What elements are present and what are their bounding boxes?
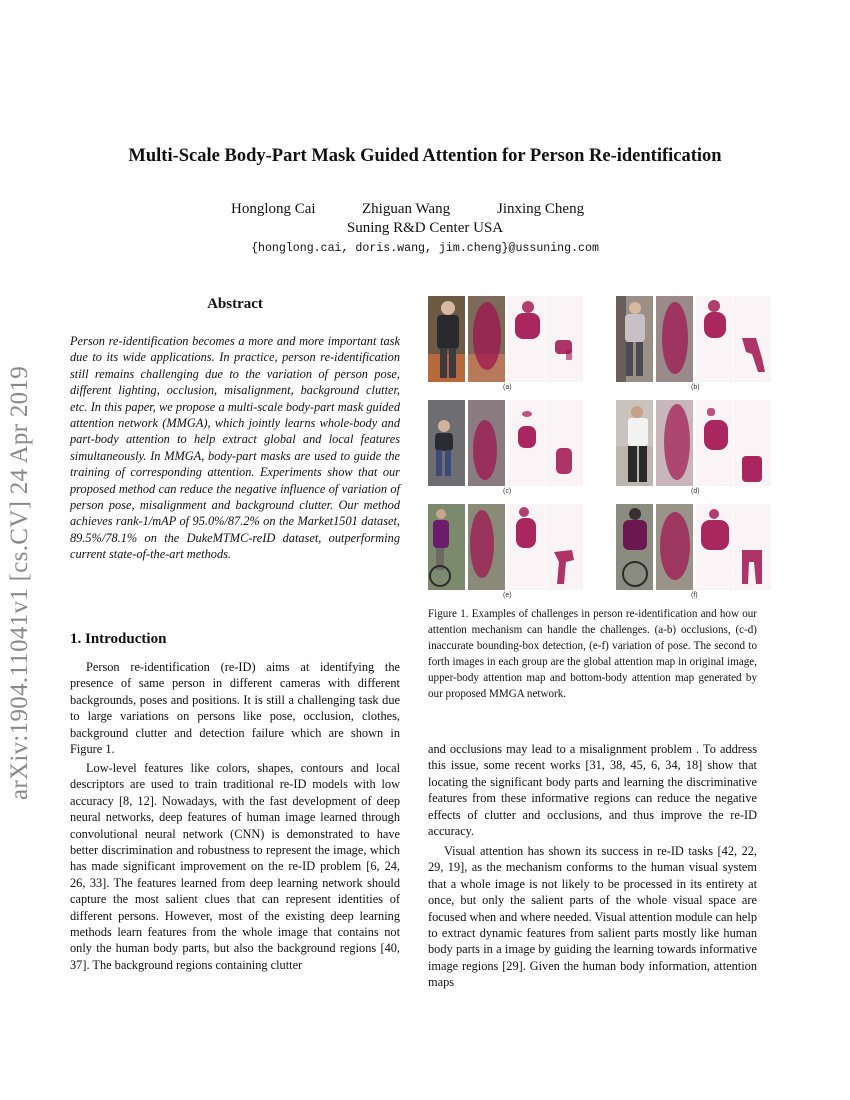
global-attention-map	[656, 400, 693, 486]
person-photo	[616, 296, 653, 382]
abstract-text: Person re-identification becomes a more and more important task due to its wide applications. In practice, person re-identification still remains challenging due to the variation of person pose, different lighting, occlusion, misalignment, background clutter, etc. In this paper, we propose a multi-scale body-part mask guided attention network (MMGA), which jointly learns whole-body and part-body attention to help extract global and local features simultaneously. In MMGA, body-part masks are used to guide the training of corresponding attention. Experiments show that our proposed method can reduce the negative influence of variation of person pose, misalignment and background clutter. Our method achieves rank-1/mAP of 95.0%/87.2% on the Market1501 dataset, 89.5%/78.1% on the DukeMTMC-reID dataset, outperforming current state-of-the-art methods.	[70, 334, 400, 562]
bottom-body-attention-map	[734, 296, 771, 382]
panel-label: (b)	[691, 384, 700, 391]
person-photo	[428, 504, 465, 590]
bottom-body-attention-map	[546, 296, 583, 382]
bottom-body-attention-map	[546, 504, 583, 590]
intro-paragraph: Low-level features like colors, shapes, contours and local descriptors are used to train traditional re-ID models with low accuracy [8, 12]. Nowadays, with the fast development of deep neural networks, deep features of human image learned through convolutional neural network (CNN) is demonstrated to have better discrimination and robustness to represent the image, which has made significant improvement on the re-ID problem [6, 24, 26, 33]. The features learned from deep learning network should capture the most salient clues that can represent identities of different persons. However, most of the existing deep learning methods learn features from the whole image that contains not only the human body parts, but also the background regions [40, 37]. The background regions containing clutter	[70, 761, 400, 972]
panel-label: (f)	[691, 592, 698, 599]
figure-panel-d	[616, 400, 771, 500]
global-attention-map	[468, 296, 505, 382]
figure-panel-a	[428, 296, 583, 396]
arxiv-side-stamp: arXiv:1904.11041v1 [cs.CV] 24 Apr 2019	[6, 365, 33, 800]
upper-body-attention-map	[508, 400, 545, 486]
panel-label: (e)	[503, 592, 512, 599]
panel-label: (a)	[503, 384, 512, 391]
figure-panel-c	[428, 400, 583, 500]
figure-1	[428, 296, 773, 599]
bottom-body-attention-map	[546, 400, 583, 486]
bottom-body-attention-map	[734, 504, 771, 590]
panel-label: (d)	[691, 488, 700, 495]
abstract-heading: Abstract	[207, 296, 263, 312]
affiliation: Suning R&D Center USA	[346, 220, 504, 236]
intro-paragraph: Visual attention has shown its success in re-ID tasks [42, 22, 29, 19], as the mechanism conforms to the human visual system that a whole image is not likely to be processed in its entirety at once, but only the salient parts of the whole visual space are focused when and where needed. Visual attention module can help to extract dynamic features from salient parts mostly like human body parts in a image by guiding the learning towards informative image regions [29]. Given the human body information, attention maps	[428, 844, 757, 990]
upper-body-attention-map	[696, 296, 733, 382]
author-name: Jinxing Cheng	[497, 201, 585, 217]
intro-paragraph: and occlusions may lead to a misalignment problem . To address this issue, some recent works [31, 38, 45, 6, 34, 18] show that locating the significant body parts and learning the discriminative features from these informative regions can reduce the negative effects of clutter and occlusions, and thus improve the re-ID accuracy.	[428, 742, 757, 839]
figure-panel-f	[616, 504, 771, 604]
figure-panel-b	[616, 296, 771, 396]
person-photo	[616, 504, 653, 590]
bottom-body-attention-map	[734, 400, 771, 486]
author-name: Honglong Cai	[231, 201, 316, 217]
upper-body-attention-map	[508, 504, 545, 590]
person-photo	[428, 400, 465, 486]
intro-paragraph: Person re-identification (re-ID) aims at identifying the presence of same person in different cameras with different backgrounds, poses and positions. It is still a challenging task due to large variations on persons like pose, occlusion, clothes, background clutter and detection failure which are shown in Figure 1.	[70, 660, 400, 757]
person-photo	[616, 400, 653, 486]
author-name: Zhiguan Wang	[362, 201, 451, 217]
global-attention-map	[656, 504, 693, 590]
figure-1-caption: Figure 1. Examples of challenges in person re-identification and how our attention mechanism can handle the challenges. (a-b) occlusions, (c-d) inaccurate bounding-box detection, (e-f) variation of pose. The second to forth images in each group are the global attention map in original image, upper-body attention map and bottom-body attention map generated by our proposed MMGA network.	[428, 608, 757, 700]
person-photo	[428, 296, 465, 382]
upper-body-attention-map	[696, 504, 733, 590]
upper-body-attention-map	[508, 296, 545, 382]
global-attention-map	[468, 504, 505, 590]
paper-title: Multi-Scale Body-Part Mask Guided Attention for Person Re-identification	[128, 146, 722, 166]
author-emails: {honglong.cai, doris.wang, jim.cheng}@ussuning.com	[251, 242, 599, 255]
upper-body-attention-map	[696, 400, 733, 486]
global-attention-map	[656, 296, 693, 382]
section-heading-introduction: 1. Introduction	[70, 631, 167, 647]
global-attention-map	[468, 400, 505, 486]
panel-label: (c)	[503, 488, 512, 495]
figure-panel-e	[428, 504, 583, 604]
